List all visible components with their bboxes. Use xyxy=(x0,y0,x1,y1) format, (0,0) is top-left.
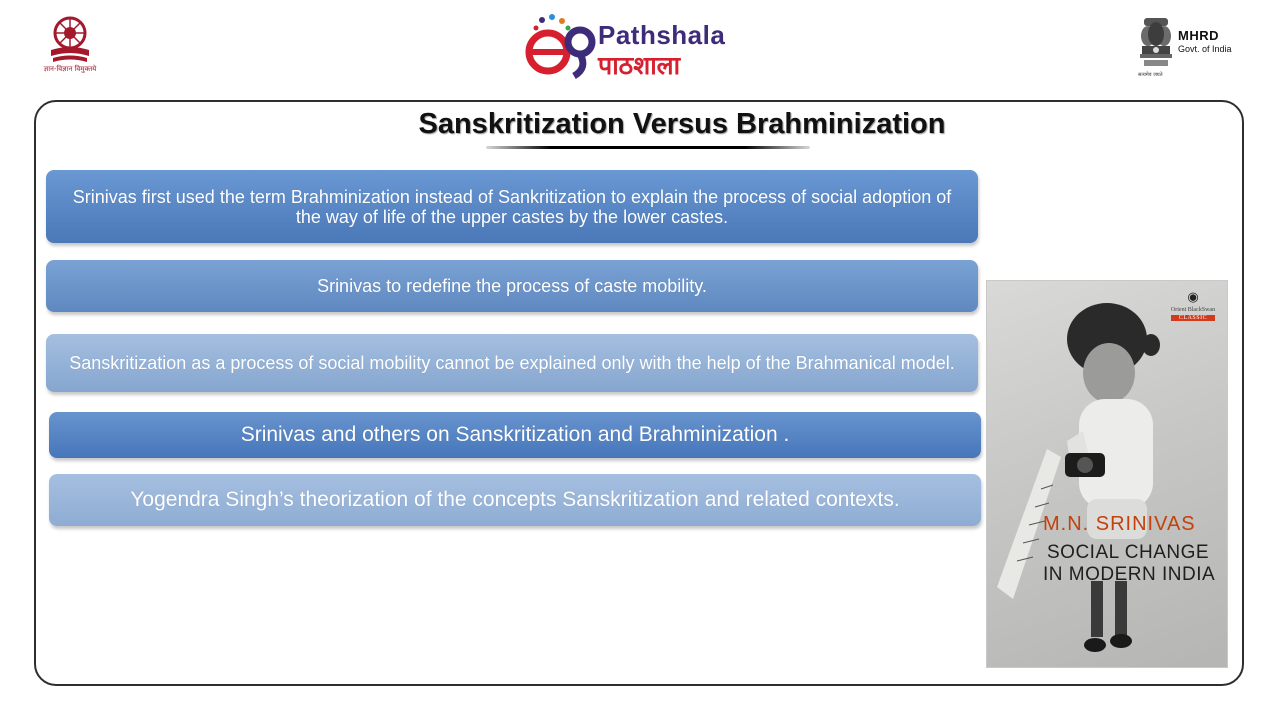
epathshala-logo xyxy=(522,12,748,82)
point-box-1 xyxy=(46,170,978,243)
mhrd-logo xyxy=(1134,14,1254,82)
ugc-motto: ज्ञान-विज्ञान विमुक्तये xyxy=(43,65,97,73)
book-title-line1: SOCIAL CHANGE xyxy=(1047,542,1210,563)
ugc-emblem-icon xyxy=(47,16,93,64)
mhrd-subtitle: Govt. of India xyxy=(1178,44,1232,54)
epathshala-english: Pathshala xyxy=(598,20,726,50)
book-title-line2: IN MODERN INDIA xyxy=(1043,564,1216,585)
point-box-4 xyxy=(49,412,981,458)
publisher-mark xyxy=(1165,289,1221,321)
point-text-3: Sanskritization as a process of social mobility cannot be explained only with the help of the Brahmanical model. xyxy=(69,353,955,373)
title-underline xyxy=(486,146,810,149)
point-box-3 xyxy=(46,334,978,392)
book-cover-photo xyxy=(987,281,1228,668)
publisher-name: Orient BlackSwan xyxy=(1170,307,1216,313)
slide-title: Sanskritization Versus Brahminization xyxy=(418,108,946,140)
ugc-logo xyxy=(36,16,104,80)
mhrd-title: MHRD xyxy=(1178,28,1219,43)
series-tag: CLASSIC xyxy=(1171,315,1215,321)
point-text-5: Yogendra Singh’s theorization of the concepts Sanskritization and related contexts. xyxy=(130,488,900,511)
book-cover xyxy=(986,280,1228,668)
emblem-motto: सत्यमेव जयते xyxy=(1138,72,1163,78)
point-text-2: Srinivas to redefine the process of caste mobility. xyxy=(317,275,707,296)
point-box-2 xyxy=(46,260,978,312)
blackswan-icon: ◉ xyxy=(1187,289,1199,304)
epathshala-icon xyxy=(522,12,602,82)
point-text-1: Srinivas first used the term Brahminization instead of Sankritization to explain the process of social adoption of the way of life of the upper castes by the lower castes. xyxy=(72,186,952,227)
point-text-4: Srinivas and others on Sanskritization and Brahminization . xyxy=(240,423,790,446)
point-box-5 xyxy=(49,474,981,526)
epathshala-hindi: पाठशाला xyxy=(598,51,681,80)
national-emblem-icon xyxy=(1138,14,1174,72)
book-author: M.N. SRINIVAS xyxy=(1043,513,1196,535)
